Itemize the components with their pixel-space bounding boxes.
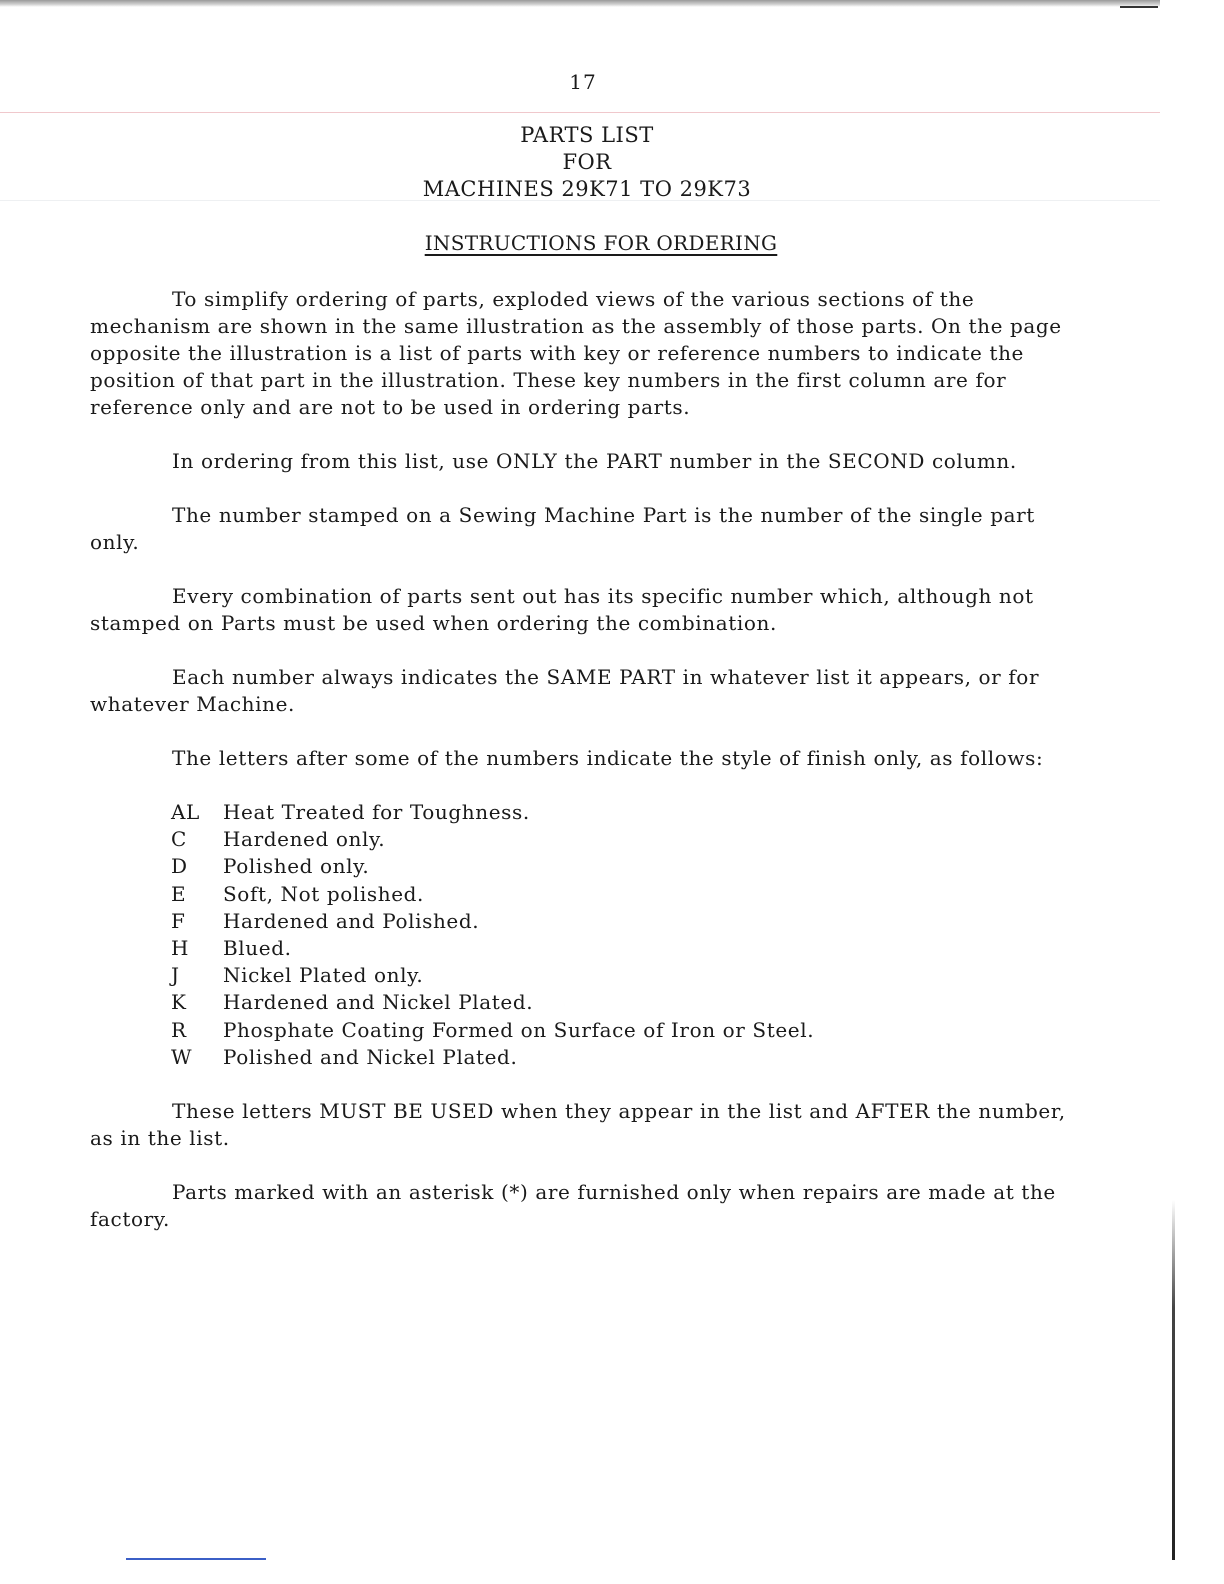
finish-description: Polished only.: [223, 854, 370, 879]
finish-code-list: [171, 799, 1090, 1071]
finish-code: E: [171, 881, 187, 906]
title-line-2: FOR: [562, 150, 612, 174]
paragraph: Parts marked with an asterisk (*) are furnished only when repairs are made at the factory.: [90, 1180, 1056, 1232]
finish-code-item: [171, 853, 1090, 880]
finish-code: W: [171, 1044, 193, 1069]
paragraph: Each number always indicates the SAME PART in whatever list it appears, or for whatever Machine.: [90, 665, 1040, 716]
finish-code-item: [171, 935, 1090, 962]
finish-code-item: [171, 908, 1090, 935]
paragraph: Every combination of parts sent out has its specific number which, although not stamped on Parts must be used when ordering the combination.: [90, 584, 1034, 635]
scan-top-edge-mark: [1120, 6, 1158, 8]
scan-right-edge: [1172, 1200, 1175, 1560]
finish-code: C: [171, 827, 187, 852]
paragraph: The number stamped on a Sewing Machine Part is the number of the single part only.: [90, 503, 1035, 554]
finish-code: H: [171, 936, 190, 961]
title-line-3: MACHINES 29K71 TO 29K73: [422, 177, 752, 201]
scan-top-edge: [0, 0, 1160, 7]
finish-code: R: [171, 1017, 187, 1042]
paragraph: To simplify ordering of parts, exploded views of the various sections of the mechanism are shown in the same illustration as the assembly of those parts. On the page opposite the illustration is a list of parts with key or reference numbers to indicate the position of that part in the illustration. These key numbers in the first column are for reference only and are not to be used in ordering parts.: [90, 287, 1062, 419]
scan-artifact-line: [0, 112, 1160, 113]
finish-description: Hardened and Nickel Plated.: [223, 990, 534, 1015]
finish-code: F: [171, 908, 186, 933]
finish-code-item: [171, 962, 1090, 989]
finish-description: Blued.: [223, 936, 292, 961]
finish-description: Nickel Plated only.: [223, 963, 424, 988]
finish-description: Heat Treated for Toughness.: [223, 800, 530, 824]
finish-code: D: [171, 854, 188, 879]
finish-description: Polished and Nickel Plated.: [223, 1044, 518, 1069]
page-title: [0, 122, 1174, 203]
finish-code-item: [171, 799, 1090, 826]
finish-code-item: [171, 989, 1090, 1016]
finish-code-item: [171, 1044, 1090, 1071]
scan-bottom-mark: [126, 1558, 266, 1560]
finish-code: K: [171, 990, 187, 1015]
finish-description: Hardened and Polished.: [223, 908, 480, 933]
finish-code: AL: [171, 800, 200, 824]
finish-description: Hardened only.: [223, 827, 386, 852]
instructions-body: [90, 286, 1090, 1260]
finish-description: Soft, Not polished.: [223, 881, 425, 906]
finish-code-item: [171, 1017, 1090, 1044]
finish-description: Phosphate Coating Formed on Surface of Iron or Steel.: [223, 1017, 815, 1042]
paragraph: These letters MUST BE USED when they appear in the list and AFTER the number, as in the list.: [90, 1099, 1066, 1151]
finish-code: J: [171, 963, 180, 988]
section-heading-text: INSTRUCTIONS FOR ORDERING: [424, 231, 778, 255]
paragraph: In ordering from this list, use ONLY the PART number in the SECOND column.: [172, 449, 1017, 473]
title-line-1: PARTS LIST: [520, 123, 654, 147]
section-heading: [0, 231, 1202, 255]
page-number: 17: [569, 70, 597, 94]
finish-code-item: [171, 826, 1090, 853]
finish-code-item: [171, 881, 1090, 908]
paragraph: The letters after some of the numbers indicate the style of finish only, as follows:: [172, 746, 1044, 770]
